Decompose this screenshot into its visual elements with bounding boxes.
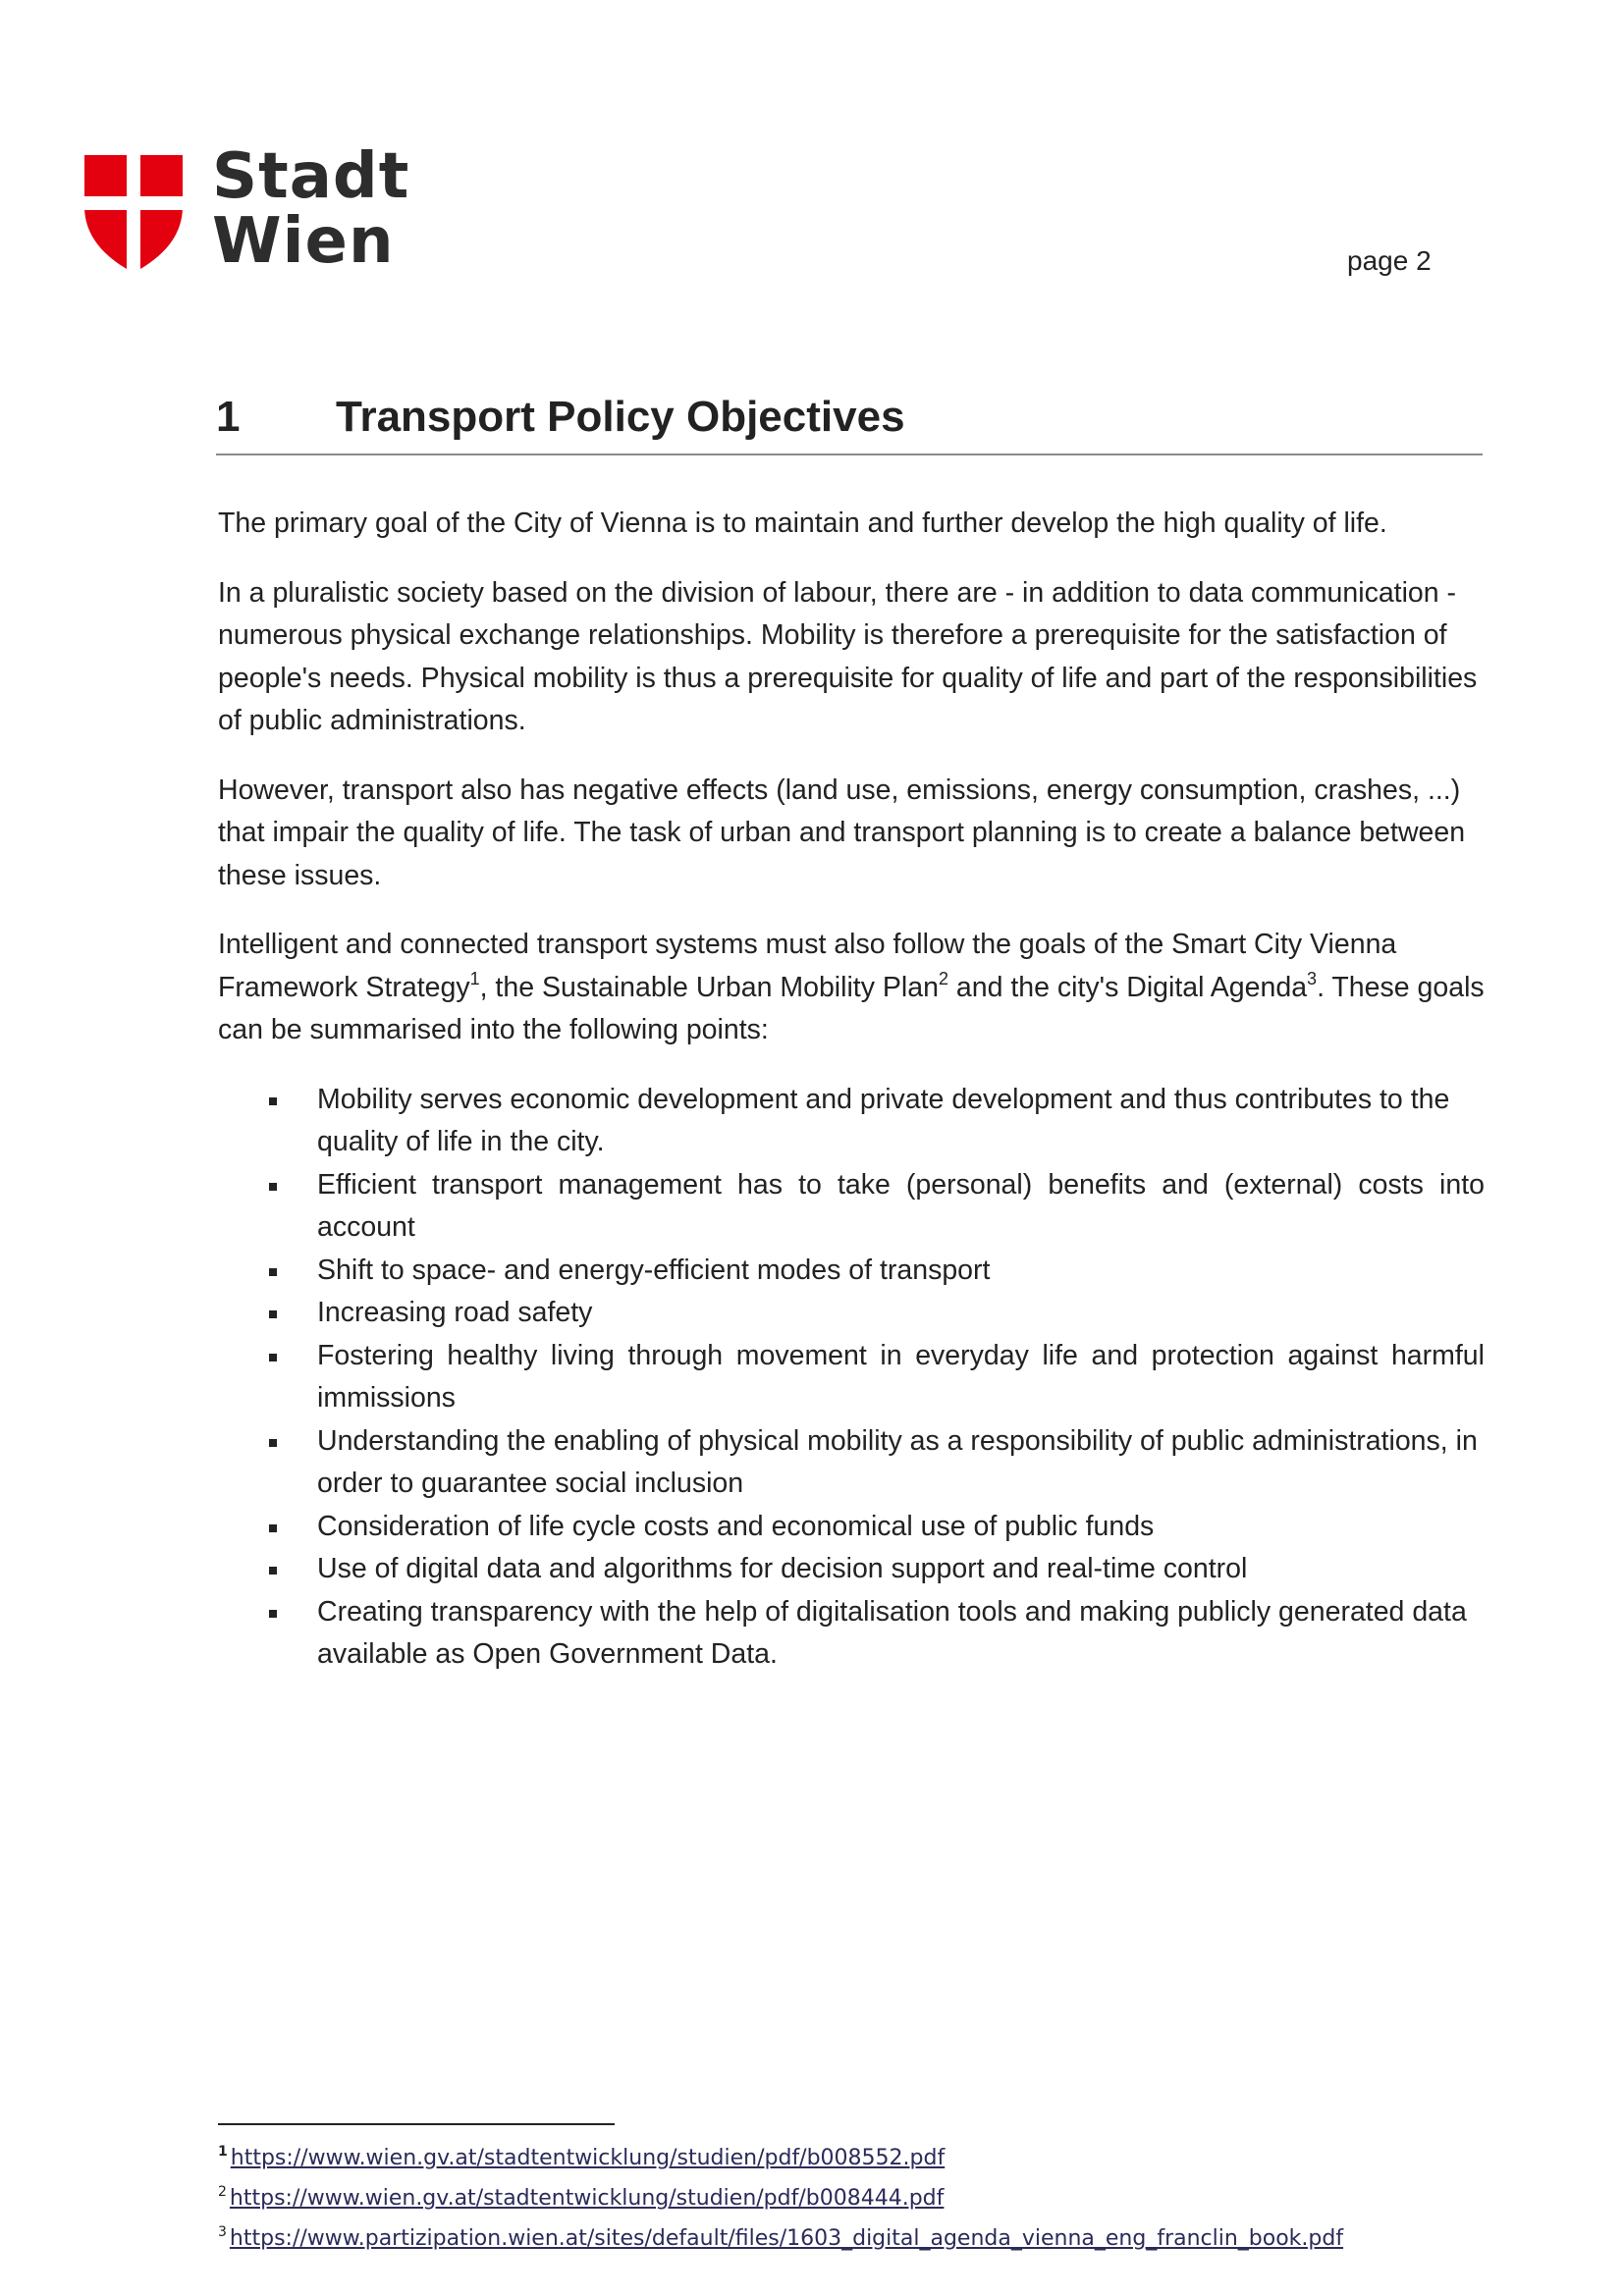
stadt-wien-logo <box>84 140 410 278</box>
logo-text-wien: Wien <box>212 205 395 278</box>
paragraph-strategies <box>218 924 1485 1052</box>
paragraph-mobility: In a pluralistic society based on the division of labour, there are - in addition to data communication - numerous physical exchange relationships. Mobility is therefore a prerequisite for the satisfaction of people's needs. Physical mobility is thus a prerequisite for quality of life and part of the responsibilities of public administrations. <box>218 576 1478 736</box>
footnote-link-3[interactable]: https://www.partizipation.wien.at/sites/default/files/1603_digital_agenda_vienna_eng_franclin_book.pdf <box>229 2226 1344 2251</box>
list-item-text: Shift to space- and energy-efficient modes of transport <box>317 1254 991 1286</box>
list-item-text: Use of digital data and algorithms for decision support and real-time control <box>317 1553 1248 1584</box>
paragraph-text: , the Sustainable Urban Mobility Plan <box>479 971 939 1003</box>
list-item <box>218 1548 1485 1591</box>
list-item-text: Creating transparency with the help of digitalisation tools and making publicly generated data available as Open Government Data. <box>317 1595 1467 1670</box>
bullet-icon <box>269 1439 277 1447</box>
list-item <box>218 1164 1485 1250</box>
paragraph-primary-goal: The primary goal of the City of Vienna is to maintain and further develop the high quality of life. <box>218 507 1387 539</box>
bullet-icon <box>269 1310 277 1318</box>
bullet-icon <box>269 1183 277 1191</box>
footnote-1 <box>218 2135 1343 2175</box>
list-item-text: Consideration of life cycle costs and economical use of public funds <box>317 1510 1155 1542</box>
footnote-3 <box>218 2216 1343 2256</box>
section-number: 1 <box>216 393 241 441</box>
footnote-mark: 3 <box>218 2224 227 2240</box>
footnote-ref-1[interactable]: 1 <box>469 968 480 988</box>
list-item-text: Increasing road safety <box>317 1297 593 1328</box>
list-item-text: Mobility serves economic development and private development and thus contributes to the quality of life in the city. <box>317 1083 1450 1157</box>
footnote-ref-2[interactable]: 2 <box>938 968 948 988</box>
list-item <box>218 1079 1485 1164</box>
body-text <box>218 503 1485 1677</box>
footnote-link-2[interactable]: https://www.wien.gv.at/stadtentwicklung/studien/pdf/b008444.pdf <box>229 2186 945 2211</box>
list-item <box>218 1591 1485 1677</box>
paragraph-text: and the city's Digital Agenda <box>947 971 1308 1003</box>
goals-list <box>218 1079 1485 1677</box>
bullet-icon <box>269 1097 277 1105</box>
list-item-text: Fostering healthy living through movement in everyday life and protection against harmful immissions <box>317 1339 1485 1414</box>
page-number: page 2 <box>1347 245 1432 276</box>
bullet-icon <box>269 1524 277 1532</box>
list-item-text: Understanding the enabling of physical mobility as a responsibility of public administrations, in order to guarantee social inclusion <box>317 1424 1478 1499</box>
list-item <box>218 1506 1485 1549</box>
paragraph-text: . These goals can be summarised into the following points: <box>218 971 1485 1045</box>
list-item <box>218 1335 1485 1420</box>
footnote-mark: 2 <box>218 2184 227 2200</box>
bullet-icon <box>269 1567 277 1575</box>
footnotes <box>218 2135 1343 2256</box>
list-item <box>218 1292 1485 1335</box>
vienna-shield-icon <box>84 155 183 273</box>
section-title: Transport Policy Objectives <box>336 393 905 441</box>
list-item <box>218 1420 1485 1506</box>
footnote-mark: 1 <box>218 2144 228 2160</box>
bullet-icon <box>269 1268 277 1276</box>
logo-text-stadt: Stadt <box>212 140 410 213</box>
logo-wordmark <box>212 140 410 278</box>
footnote-link-1[interactable]: https://www.wien.gv.at/stadtentwicklung/studien/pdf/b008552.pdf <box>230 2146 946 2170</box>
footnote-2 <box>218 2175 1343 2216</box>
paragraph-text: Intelligent and connected transport systems must also follow the goals of the Smart City Vienna Framework Strategy <box>218 929 1397 1003</box>
footnote-ref-3[interactable]: 3 <box>1307 968 1318 988</box>
footnote-divider <box>218 2123 615 2125</box>
bullet-icon <box>269 1354 277 1362</box>
paragraph-negative-effects: However, transport also has negative effects (land use, emissions, energy consumption, crashes, ...) that impair the quality of life. The task of urban and transport planning is to create a balance between these issues. <box>218 774 1466 891</box>
list-item-text: Efficient transport management has to take (personal) benefits and (external) costs into account <box>317 1168 1485 1243</box>
list-item <box>218 1250 1485 1293</box>
bullet-icon <box>269 1610 277 1618</box>
section-heading <box>216 393 1483 455</box>
